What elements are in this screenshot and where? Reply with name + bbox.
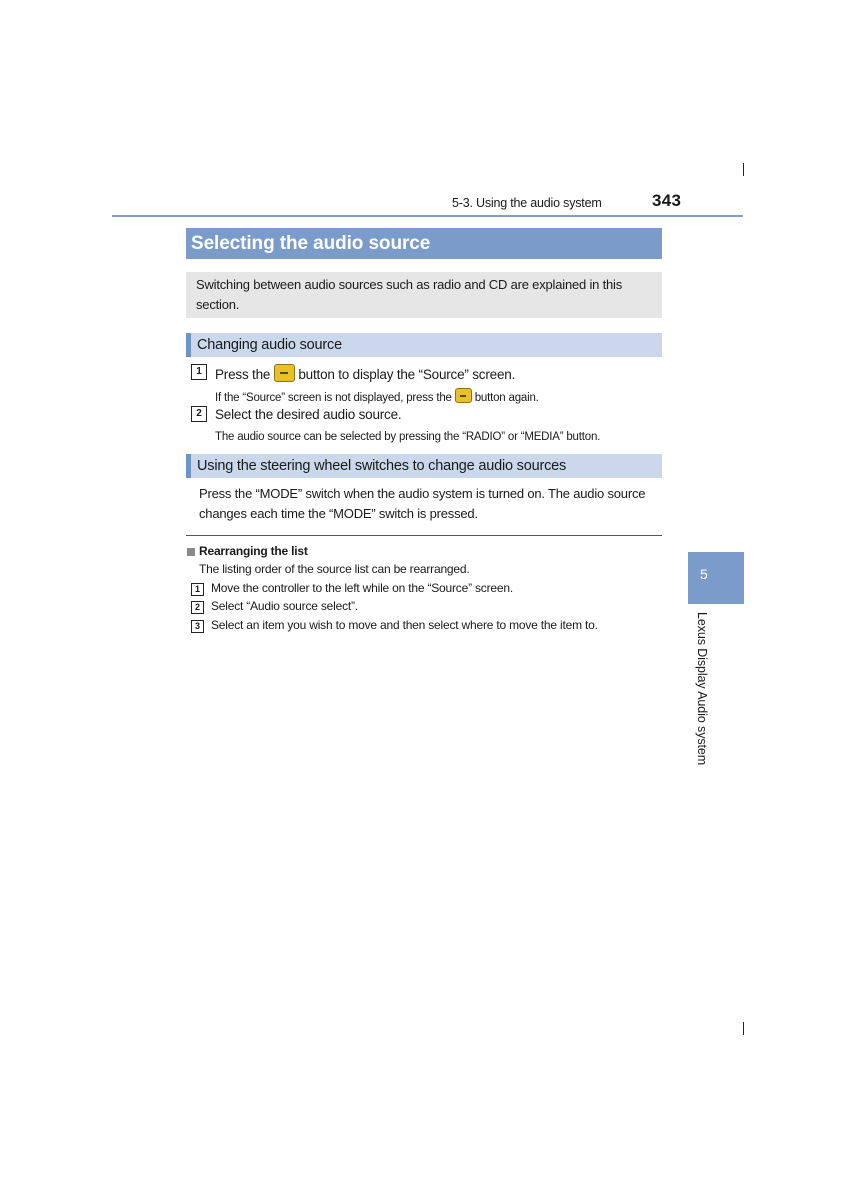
rearrange-step-number-1: 1 — [191, 583, 204, 596]
audio-button-icon — [455, 388, 472, 403]
header-rule — [112, 215, 743, 217]
step-1-text — [215, 364, 515, 383]
section-divider — [186, 535, 662, 536]
page-title: Selecting the audio source — [186, 228, 662, 259]
rearrange-step-2-text: Select “Audio source select”. — [211, 599, 358, 613]
steering-switches-text: Press the “MODE” switch when the audio system is turned on. The audio source changes each time the “MODE” switch is pressed. — [199, 486, 646, 521]
chapter-tab — [688, 552, 744, 604]
step-number-1: 1 — [191, 364, 207, 380]
step-1-note-before: If the “Source” screen is not displayed, press the — [215, 392, 452, 404]
step-2-text: Select the desired audio source. — [215, 407, 402, 422]
chapter-title: Lexus Display Audio system — [695, 612, 709, 766]
audio-button-icon — [274, 364, 295, 382]
crop-mark-top — [743, 163, 744, 176]
rearrange-step-number-2: 2 — [191, 601, 204, 614]
intro-box — [186, 272, 662, 318]
page-number: 343 — [652, 191, 682, 210]
crop-mark-bottom — [743, 1022, 744, 1035]
rearrange-step-3-text: Select an item you wish to move and then select where to move the item to. — [211, 618, 598, 632]
step-1-note — [215, 388, 539, 406]
step-1-text-after: button to display the “Source” screen. — [298, 367, 516, 382]
step-1-note-after: button again. — [474, 392, 539, 404]
rearranging-heading: Rearranging the list — [199, 544, 308, 558]
rearranging-intro: The listing order of the source list can be rearranged. — [199, 562, 470, 576]
header-section-title: 5-3. Using the audio system — [452, 196, 602, 210]
intro-text: Switching between audio sources such as radio and CD are explained in this section. — [196, 277, 623, 312]
subheading-changing-source: Changing audio source — [186, 333, 662, 357]
step-2-note: The audio source can be selected by pressing the “RADIO” or “MEDIA” button. — [215, 431, 601, 443]
chapter-number: 5 — [700, 566, 708, 582]
rearrange-step-number-3: 3 — [191, 620, 204, 633]
bullet-square — [187, 548, 195, 556]
subheading-steering-switches: Using the steering wheel switches to change audio sources — [186, 454, 662, 478]
step-number-2: 2 — [191, 406, 207, 422]
rearrange-step-1-text: Move the controller to the left while on the “Source” screen. — [211, 581, 513, 595]
step-1-text-before: Press the — [215, 367, 271, 382]
